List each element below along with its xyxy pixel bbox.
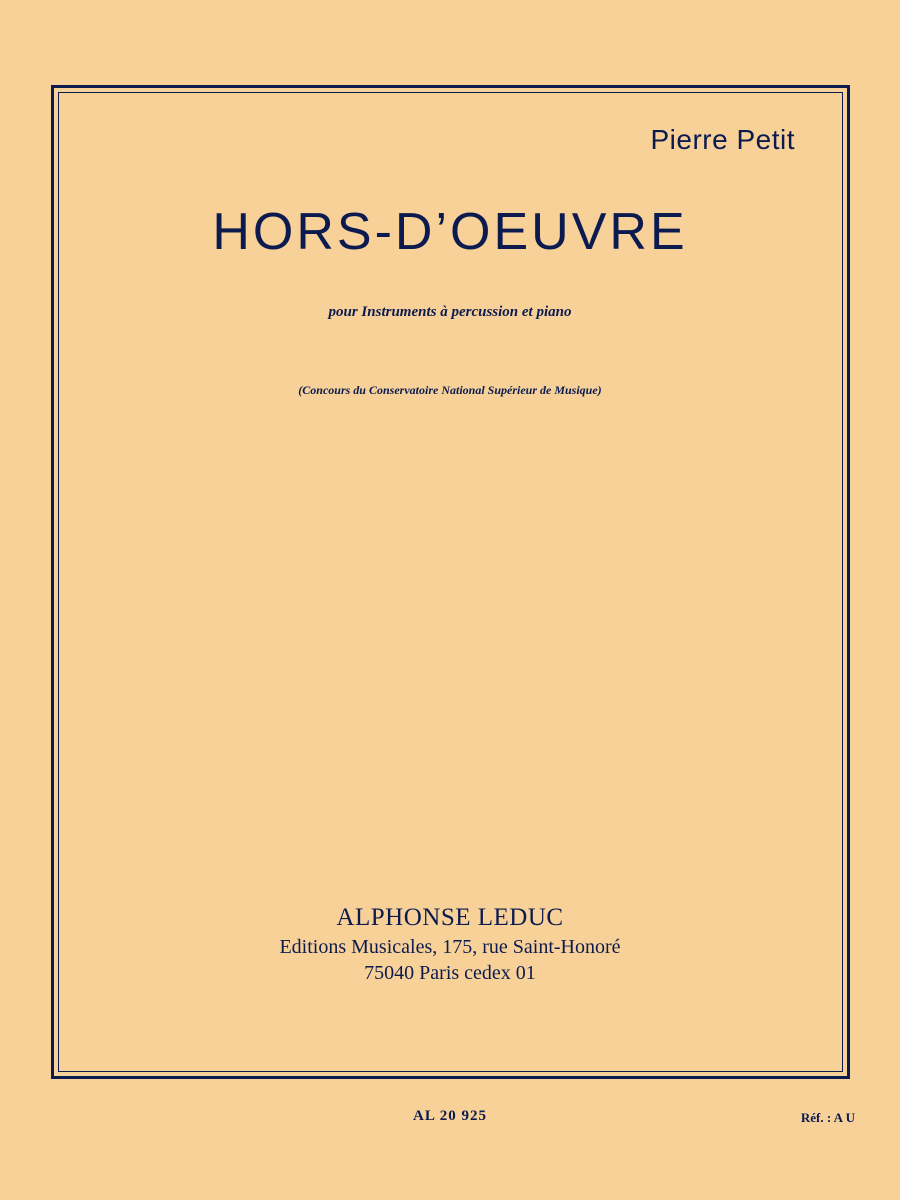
publisher-name: ALPHONSE LEDUC <box>336 904 564 931</box>
instrumentation-subtitle: pour Instruments à percussion et piano <box>328 304 572 320</box>
catalog-number: AL 20 925 <box>412 1108 487 1124</box>
competition-note: (Concours du Conservatoire National Supérieur de Musique) <box>298 383 602 397</box>
reference-code: Réf. : A U <box>800 1110 855 1125</box>
publisher-city: 75040 Paris cedex 01 <box>364 962 536 984</box>
publisher-address: Editions Musicales, 175, rue Saint-Honoré <box>279 936 621 958</box>
composer-name: Pierre Petit <box>650 124 795 155</box>
work-title: HORS-D’OEUVRE <box>212 203 688 261</box>
publisher-block <box>0 902 900 986</box>
